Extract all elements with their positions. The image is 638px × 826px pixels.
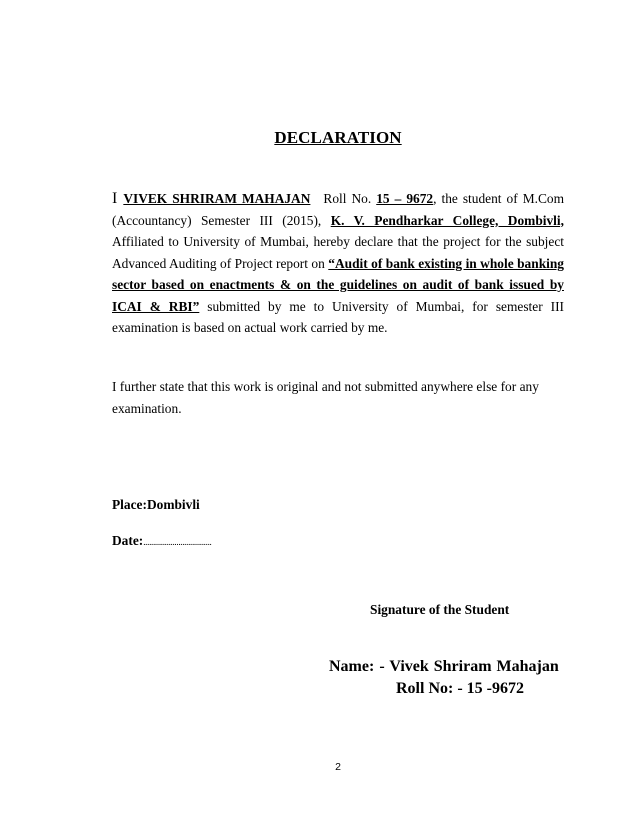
place-line: [112, 497, 200, 513]
date-label: Date:: [112, 533, 144, 548]
place-label: Place:: [112, 497, 147, 512]
signature-label: Signature of the Student: [370, 602, 510, 617]
originality-statement: I further state that this work is original and not submitted anywhere else for any examination.: [112, 379, 539, 416]
date-blank: ...................................: [143, 537, 212, 547]
roll-value: 15 – 9672: [376, 191, 434, 206]
pronoun-text: I: [112, 190, 118, 207]
college-name: K. V. Pendharkar College, Dombivli,: [330, 212, 564, 228]
course-text: , the student of M.Com (Accountancy) Semester III (2015),: [112, 191, 564, 228]
project-title: “Audit of bank existing in whole banking sector based on enactments & on the guidelines on audit of bank issued by ICAI & RBI”: [112, 255, 565, 314]
date-line: [112, 533, 212, 549]
submission-text: submitted by me to University of Mumbai, for semester III examination is based on actual work carried by me.: [112, 298, 564, 335]
page-number: 2: [335, 761, 341, 773]
student-name: VIVEK SHRIRAM MAHAJAN: [123, 191, 311, 206]
place-value: Dombivli: [146, 497, 200, 512]
affiliation-text: Affiliated to University of Mumbai, hereby declare that the project for the subject Advanced Auditing of Project report on: [112, 234, 564, 271]
declaration-paragraph: [112, 188, 564, 339]
roll-number-line: Roll No: - 15 -9672: [396, 680, 524, 697]
declaration-title: DECLARATION: [274, 128, 402, 147]
roll-label: Roll No.: [323, 191, 372, 206]
student-name-line: Name: - Vivek Shriram Mahajan: [329, 658, 559, 675]
